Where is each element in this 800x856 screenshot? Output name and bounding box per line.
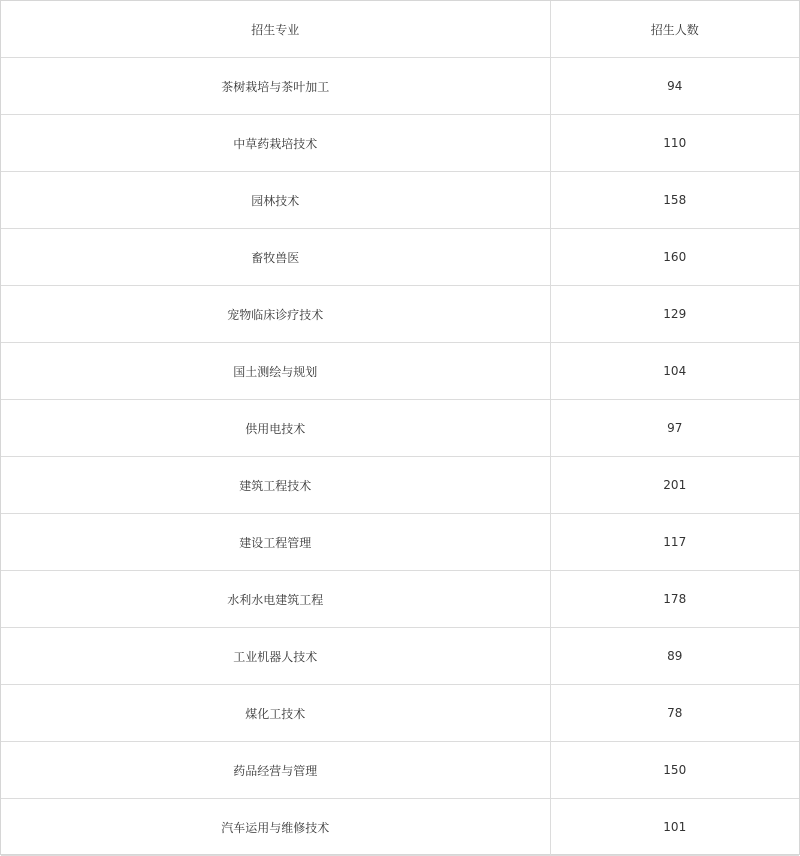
table-row: [1, 229, 799, 286]
cell-count: 117: [550, 514, 799, 571]
table-row: [1, 628, 799, 685]
header-count: 招生人数: [550, 1, 799, 58]
cell-major: 园林技术: [1, 172, 550, 229]
cell-count: 89: [550, 628, 799, 685]
table-row: [1, 514, 799, 571]
cell-count: 97: [550, 400, 799, 457]
cell-major: 畜牧兽医: [1, 229, 550, 286]
cell-major: 工业机器人技术: [1, 628, 550, 685]
table-row: [1, 685, 799, 742]
cell-count: 201: [550, 457, 799, 514]
cell-major: 国土测绘与规划: [1, 343, 550, 400]
table-row: [1, 58, 799, 115]
cell-major: 供用电技术: [1, 400, 550, 457]
table-row: [1, 400, 799, 457]
cell-major: 建筑工程技术: [1, 457, 550, 514]
table-row: [1, 172, 799, 229]
table-row: [1, 742, 799, 799]
cell-count: 160: [550, 229, 799, 286]
cell-count: 150: [550, 742, 799, 799]
cell-count: 101: [550, 799, 799, 856]
table-row: [1, 571, 799, 628]
cell-major: 煤化工技术: [1, 685, 550, 742]
cell-count: 178: [550, 571, 799, 628]
table-row: [1, 286, 799, 343]
cell-count: 94: [550, 58, 799, 115]
table-row: [1, 799, 799, 856]
cell-count: 129: [550, 286, 799, 343]
cell-major: 汽车运用与维修技术: [1, 799, 550, 856]
table-row: [1, 343, 799, 400]
table-header-row: [1, 1, 799, 58]
cell-major: 中草药栽培技术: [1, 115, 550, 172]
cell-major: 宠物临床诊疗技术: [1, 286, 550, 343]
header-major: 招生专业: [1, 1, 550, 58]
cell-count: 104: [550, 343, 799, 400]
cell-count: 158: [550, 172, 799, 229]
table-row: [1, 457, 799, 514]
cell-count: 110: [550, 115, 799, 172]
cell-count: 78: [550, 685, 799, 742]
cell-major: 茶树栽培与茶叶加工: [1, 58, 550, 115]
cell-major: 建设工程管理: [1, 514, 550, 571]
cell-major: 水利水电建筑工程: [1, 571, 550, 628]
table-row: [1, 115, 799, 172]
cell-major: 药品经营与管理: [1, 742, 550, 799]
enrollment-table: [1, 1, 799, 856]
